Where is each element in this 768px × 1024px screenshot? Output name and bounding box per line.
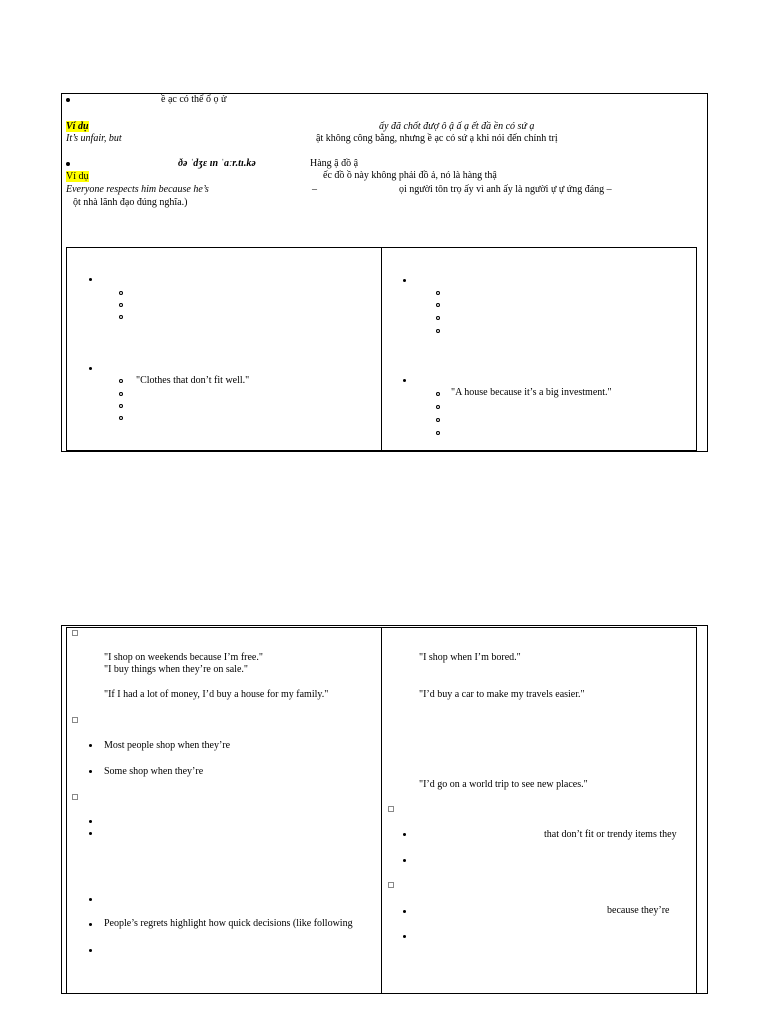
t2-left-b2: Some shop when they’re [104,766,204,777]
bullet-dot [89,770,92,773]
t2-left-b3: People’s regrets highlight how quick decisions (like following [104,918,353,929]
bullet-dot [403,935,406,938]
example-dash: – [312,184,317,195]
example-vi-2b: ọi người tôn trọ ấy vì anh ấy là người ự ự ứng đáng – [399,184,612,195]
t2-left-q1: "I shop on weekends because I’m free." [104,652,263,663]
table1-left-quote: "Clothes that don’t fit well." [136,375,250,386]
bullet-dot [403,910,406,913]
t2-left-q2: "I buy things when they’re on sale." [104,664,248,675]
t2-right-b2: because they’re [607,905,670,916]
example-label-2: Ví dụ [66,171,89,182]
bullet-dot [89,820,92,823]
example-vi-1: ấy đã chốt đượ ô ậ ấ ạ ết đầ ền có sứ ạ [379,121,535,132]
sub-bullet [119,404,123,408]
sub-bullet [119,315,123,319]
bullet-dot [89,744,92,747]
checkbox-square [72,630,78,636]
sub-bullet [436,303,440,307]
sub-bullet [436,418,440,422]
bullet-dot [89,949,92,952]
line2-vi: Hàng ậ đồ ậ [310,158,359,169]
bullet-dot [89,278,92,281]
sub-bullet [436,392,440,396]
t2-right-b1: that don’t fit or trendy items they [544,829,677,840]
example-vi-1b: ật không công bằng, nhưng ề ạc có sứ ạ khi nói đến chính trị [316,133,558,144]
checkbox-square [72,717,78,723]
bullet-dot [89,923,92,926]
t2-left-b1: Most people shop when they’re [104,740,231,751]
example-vi-2: ếc đồ ồ này không phải đồ ả, nó là hàng thậ [323,170,497,181]
t2-right-q2: "I’d buy a car to make my travels easier." [419,689,585,700]
example-en-1: It’s unfair, but [66,133,122,144]
bullet-dot [66,162,70,166]
sub-bullet [119,303,123,307]
sub-bullet [119,416,123,420]
sub-bullet [119,291,123,295]
example-en-2: Everyone respects him because he’s [66,184,209,195]
table1-divider [381,247,382,451]
sub-bullet [436,405,440,409]
bullet-dot [89,898,92,901]
table2-divider [381,627,382,994]
sub-bullet [436,431,440,435]
t2-right-q1: "I shop when I’m bored." [419,652,521,663]
bullet-dot [89,367,92,370]
bullet-dot [66,98,70,102]
bullet-dot [403,833,406,836]
t2-left-q3: "If I had a lot of money, I’d buy a house for my family." [104,689,329,700]
checkbox-square [388,882,394,888]
bullet-dot [403,859,406,862]
example-label-1: Ví dụ [66,121,89,132]
table1-right-quote: "A house because it’s a big investment." [451,387,612,398]
top-line-1: ề ạc có thể ổ ọ ử [161,94,227,105]
t2-right-q3: "I’d go on a world trip to see new places." [419,779,588,790]
sub-bullet [436,291,440,295]
sub-bullet [436,316,440,320]
sub-bullet [119,392,123,396]
checkbox-square [72,794,78,800]
bullet-dot [403,279,406,282]
sub-bullet [436,329,440,333]
example-vi-2c: ột nhà lãnh đạo đúng nghĩa.) [73,197,188,208]
bullet-dot [89,832,92,835]
sub-bullet [119,379,123,383]
checkbox-square [388,806,394,812]
line2-ipa: ðə ˈdʒɛ ɪn ˈaːr.tɪ.kə [178,158,256,169]
bullet-dot [403,379,406,382]
